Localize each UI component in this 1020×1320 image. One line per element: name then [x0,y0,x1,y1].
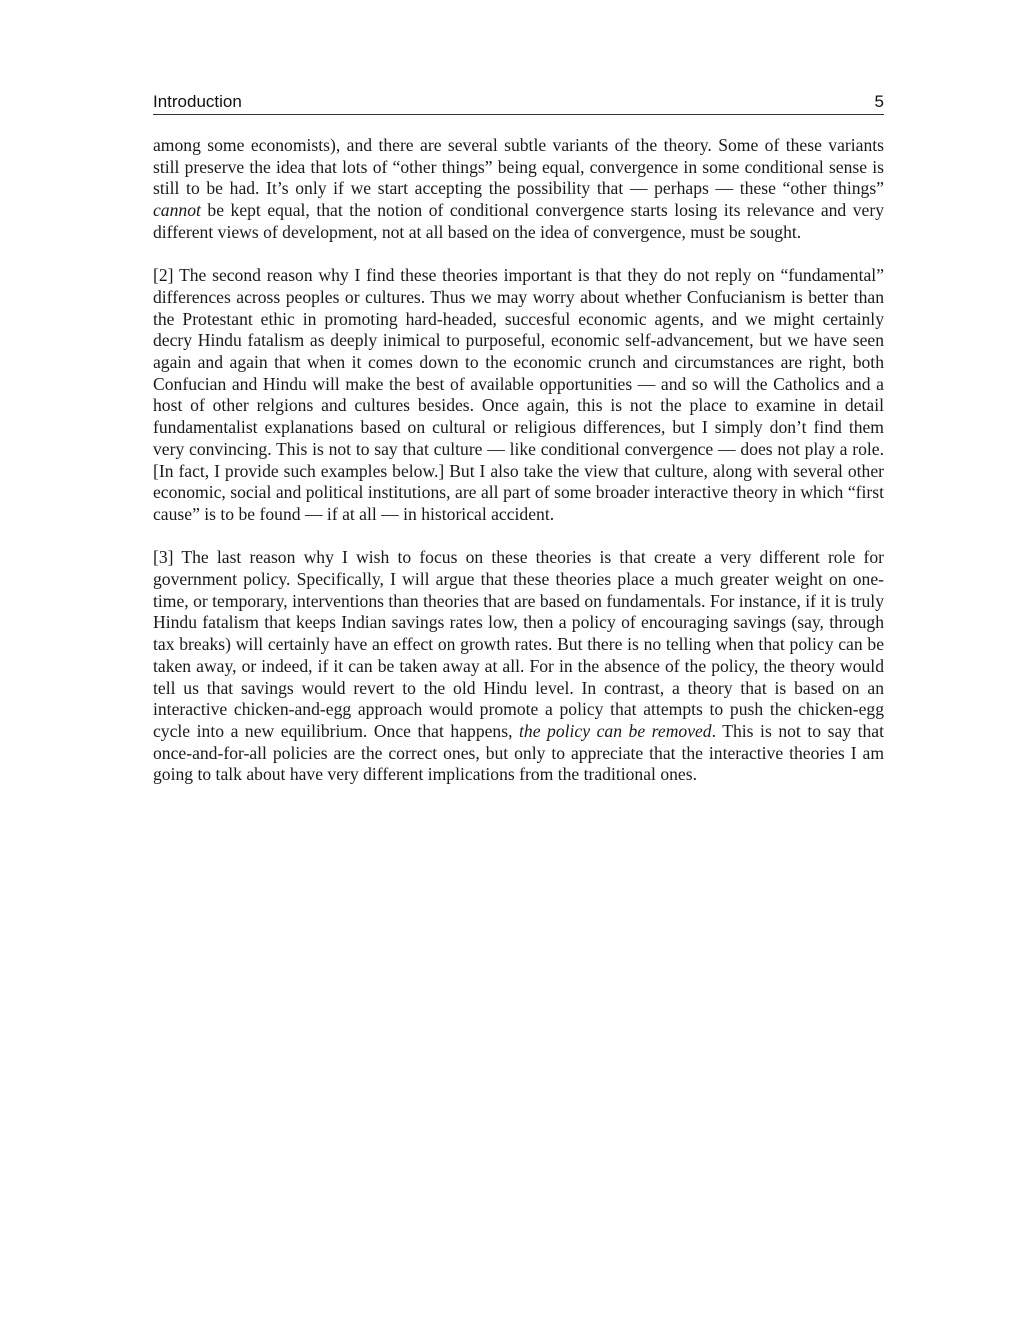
page-number: 5 [874,92,884,111]
italic-run: cannot [153,200,201,221]
text-run: [2] The second reason why I find these theories important is that they do not reply on “fundamental” differences across peoples or cultures. Thus we may worry about whether Confucianism is better than the Protestant ethic in promoting hard-headed, succesful economic agents, and we might certainly decry Hindu fatalism as deeply inimical to purposeful, economic self-advancement, but we have seen again and again that when it comes down to the economic crunch and circumstances are right, both Confucian and Hindu will make the best of available opportunities — and so will the Catholics and a host of other relgions and cultures besides. Once again, this is not the place to examine in detail fundamentalist explanations based on cultural or religious differences, but I simply don’t find them very convincing. This is not to say that culture — like conditional convergence — does not play a role. [In fact, I provide such examples below.] But I also take the view that culture, along with several other economic, social and political institutions, are all part of some broader interactive theory in which “first cause” is to be found — if at all — in historical accident. [153,265,884,524]
running-header [153,92,884,115]
text-run: among some economists), and there are several subtle variants of the theory. Some of these variants still preserve the idea that lots of “other things” being equal, convergence in some conditional sense is still to be had. It’s only if we start accepting the possibility that — perhaps — these “other things” [153,135,884,199]
text-run: be kept equal, that the notion of conditional convergence starts losing its relevance and very different views of development, not at all based on the idea of convergence, must be sought. [153,200,884,242]
section-title: Introduction [153,92,242,111]
paragraph-3 [153,547,884,786]
text-run: . This is not to say that once-and-for-all policies are the correct ones, but only to appreciate that the interactive theories I am going to talk about have very different implications from the traditional ones. [153,720,884,785]
paragraph-1 [153,135,884,244]
paragraph-2 [153,265,884,525]
document-page [153,92,884,808]
text-run: [3] The last reason why I wish to focus on these theories is that create a very different role for government policy. Specifically, I will argue that these theories place a much greater weight on one-time, or temporary, interventions than theories that are based on fundamentals. For instance, if it is truly Hindu fatalism that keeps Indian savings rates low, then a policy of encouraging savings (say, through tax breaks) will certainly have an effect on growth rates. But there is no telling when that policy can be taken away, or indeed, if it can be taken away at all. For in the absence of the policy, the theory would tell us that savings would revert to the old Hindu level. In contrast, a theory that is based on an interactive chicken-and-egg approach would promote a policy that attempts to push the chicken-egg cycle into a new equilibrium. Once that happens, [153,547,884,741]
body-text [153,135,884,786]
italic-run: the policy can be removed [519,720,712,741]
